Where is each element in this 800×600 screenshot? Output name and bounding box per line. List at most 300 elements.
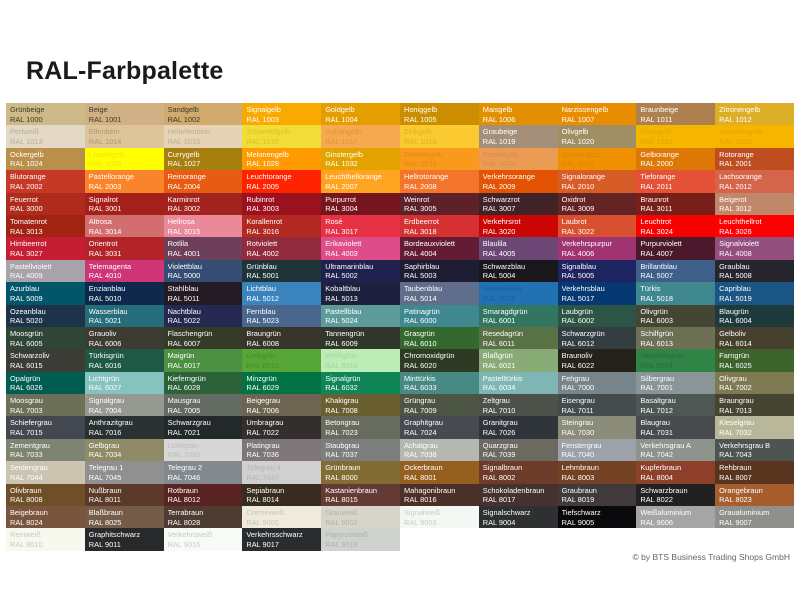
color-swatch[interactable] <box>400 305 479 327</box>
swatch-name: Ultramarinblau <box>325 261 374 271</box>
color-swatch[interactable] <box>479 305 558 327</box>
color-swatch[interactable] <box>242 305 321 327</box>
color-swatch[interactable] <box>715 372 794 394</box>
color-swatch[interactable] <box>321 394 400 416</box>
color-swatch[interactable] <box>479 416 558 438</box>
color-swatch[interactable] <box>558 394 637 416</box>
color-swatch[interactable] <box>558 148 637 170</box>
swatch-code: RAL 8025 <box>88 517 122 527</box>
swatch-code: RAL 6005 <box>10 338 43 348</box>
swatch-code: RAL 7021 <box>167 428 201 438</box>
swatch-name: Olivbraun <box>10 485 42 495</box>
color-swatch[interactable] <box>479 260 558 282</box>
swatch-code: RAL 6004 <box>719 316 752 326</box>
color-swatch[interactable] <box>242 260 321 282</box>
swatch-code: RAL 6011 <box>482 338 515 348</box>
color-swatch[interactable] <box>6 193 85 215</box>
color-swatch[interactable] <box>400 103 479 125</box>
swatch-name: Purpurviolett <box>640 239 682 249</box>
swatch-name: Pastellblau <box>325 306 362 316</box>
swatch-name: Signalblau <box>561 261 597 271</box>
color-swatch[interactable] <box>321 193 400 215</box>
color-swatch[interactable] <box>85 416 164 438</box>
color-swatch[interactable] <box>242 237 321 259</box>
color-swatch[interactable] <box>715 484 794 506</box>
swatch-name: Beige <box>88 105 108 114</box>
color-swatch[interactable] <box>164 260 243 282</box>
color-swatch[interactable] <box>400 327 479 349</box>
color-swatch[interactable] <box>321 484 400 506</box>
swatch-code: RAL 3031 <box>88 248 122 258</box>
color-swatch[interactable] <box>164 103 243 125</box>
color-swatch[interactable] <box>164 484 243 506</box>
swatch-name: Capriblau <box>719 284 751 294</box>
color-swatch[interactable] <box>715 439 794 461</box>
color-swatch[interactable] <box>558 484 637 506</box>
color-swatch[interactable] <box>558 461 637 483</box>
color-swatch[interactable] <box>164 327 243 349</box>
swatch-name: Schwefelgelb <box>246 127 291 137</box>
color-swatch[interactable] <box>164 528 243 550</box>
color-swatch[interactable] <box>715 416 794 438</box>
color-swatch[interactable] <box>164 439 243 461</box>
color-swatch[interactable] <box>400 484 479 506</box>
color-swatch[interactable] <box>400 372 479 394</box>
swatch-code: RAL 7040 <box>561 450 595 460</box>
color-swatch[interactable] <box>636 148 715 170</box>
swatch-code: RAL 6026 <box>10 383 43 393</box>
color-swatch[interactable] <box>85 372 164 394</box>
color-swatch[interactable] <box>6 506 85 528</box>
color-swatch[interactable] <box>85 528 164 550</box>
swatch-code: RAL 2001 <box>719 159 752 169</box>
swatch-code: RAL 9006 <box>640 517 673 527</box>
swatch-name: Signalbraun <box>482 463 523 473</box>
swatch-code: RAL 6027 <box>88 383 122 393</box>
color-swatch[interactable] <box>321 125 400 147</box>
swatch-code: RAL 7003 <box>10 405 43 415</box>
color-swatch[interactable] <box>479 125 558 147</box>
swatch-name: Weißgrün <box>325 351 358 361</box>
swatch-name: Leuchthellrot <box>719 216 762 226</box>
color-swatch[interactable] <box>242 349 321 371</box>
swatch-name: Brillantblau <box>640 261 677 271</box>
swatch-name: Grauweiß <box>325 508 358 518</box>
color-swatch[interactable] <box>400 170 479 192</box>
color-swatch[interactable] <box>558 439 637 461</box>
color-swatch[interactable] <box>636 215 715 237</box>
color-swatch[interactable] <box>400 349 479 371</box>
color-swatch[interactable] <box>85 327 164 349</box>
swatch-name: Granitgrau <box>482 418 518 428</box>
color-swatch[interactable] <box>321 103 400 125</box>
color-swatch[interactable] <box>85 305 164 327</box>
swatch-name: Rubinrot <box>246 194 275 204</box>
swatch-name: Signalweiß <box>403 508 441 518</box>
swatch-code: RAL 3020 <box>482 226 516 236</box>
color-swatch[interactable] <box>85 461 164 483</box>
color-swatch[interactable] <box>242 394 321 416</box>
color-swatch[interactable] <box>6 394 85 416</box>
swatch-code: RAL 5009 <box>10 293 43 303</box>
color-swatch[interactable] <box>479 484 558 506</box>
color-swatch[interactable] <box>715 193 794 215</box>
color-swatch[interactable] <box>85 193 164 215</box>
color-swatch[interactable] <box>400 260 479 282</box>
swatch-name: Kobaltblau <box>325 284 361 294</box>
swatch-code: RAL 9005 <box>561 517 595 527</box>
color-swatch[interactable] <box>479 327 558 349</box>
color-swatch[interactable] <box>558 237 637 259</box>
swatch-name: Orientrot <box>88 239 118 249</box>
color-swatch[interactable] <box>6 215 85 237</box>
color-swatch[interactable] <box>715 461 794 483</box>
color-swatch[interactable] <box>715 103 794 125</box>
color-swatch[interactable] <box>164 193 243 215</box>
color-swatch[interactable] <box>715 170 794 192</box>
color-swatch[interactable] <box>164 416 243 438</box>
color-swatch[interactable] <box>242 103 321 125</box>
color-swatch[interactable] <box>400 394 479 416</box>
color-swatch[interactable] <box>164 349 243 371</box>
color-swatch[interactable] <box>636 349 715 371</box>
swatch-name: Nachtblau <box>167 306 201 316</box>
color-swatch[interactable] <box>242 372 321 394</box>
color-swatch[interactable] <box>636 439 715 461</box>
swatch-code: RAL 1012 <box>719 114 752 124</box>
color-swatch[interactable] <box>6 260 85 282</box>
swatch-code: RAL 3016 <box>246 226 279 236</box>
color-swatch[interactable] <box>479 394 558 416</box>
color-swatch[interactable] <box>321 372 400 394</box>
swatch-code: RAL 3000 <box>10 204 43 214</box>
color-swatch[interactable] <box>6 372 85 394</box>
color-swatch[interactable] <box>321 237 400 259</box>
swatch-name: Blaulila <box>482 239 507 249</box>
swatch-name: Beigegrau <box>246 396 281 406</box>
color-swatch[interactable] <box>400 148 479 170</box>
swatch-code: RAL 4010 <box>88 271 122 281</box>
swatch-name: Zementgrau <box>10 440 50 450</box>
color-swatch[interactable] <box>6 103 85 125</box>
color-swatch[interactable] <box>479 103 558 125</box>
swatch-name: Steingrau <box>561 418 594 428</box>
swatch-name: Schiefergrau <box>10 418 52 428</box>
color-swatch[interactable] <box>558 327 637 349</box>
color-swatch[interactable] <box>479 372 558 394</box>
color-swatch[interactable] <box>85 260 164 282</box>
swatch-code: RAL 6015 <box>10 360 43 370</box>
swatch-name: Fenstergrau <box>561 440 602 450</box>
color-swatch[interactable] <box>242 416 321 438</box>
color-swatch[interactable] <box>321 305 400 327</box>
color-swatch[interactable] <box>636 170 715 192</box>
color-swatch[interactable] <box>558 170 637 192</box>
color-swatch[interactable] <box>242 528 321 550</box>
swatch-name: Telegrau 1 <box>88 463 124 473</box>
color-swatch[interactable] <box>321 461 400 483</box>
color-swatch[interactable] <box>6 349 85 371</box>
color-swatch[interactable] <box>242 193 321 215</box>
swatch-name: Narzissengelb <box>561 105 609 114</box>
swatch-code: RAL 4003 <box>325 248 358 258</box>
color-swatch[interactable] <box>479 461 558 483</box>
color-swatch[interactable] <box>242 282 321 304</box>
swatch-name: Erdbeerrot <box>403 216 439 226</box>
color-swatch[interactable] <box>400 439 479 461</box>
color-swatch[interactable] <box>636 282 715 304</box>
color-swatch[interactable] <box>321 327 400 349</box>
color-swatch[interactable] <box>636 305 715 327</box>
color-swatch[interactable] <box>558 260 637 282</box>
color-swatch[interactable] <box>6 305 85 327</box>
color-swatch[interactable] <box>558 103 637 125</box>
color-swatch[interactable] <box>558 282 637 304</box>
color-swatch[interactable] <box>636 125 715 147</box>
color-swatch[interactable] <box>85 237 164 259</box>
color-swatch[interactable] <box>558 416 637 438</box>
swatch-name: Laubgrün <box>561 306 593 316</box>
color-swatch[interactable] <box>715 148 794 170</box>
swatch-code: RAL 7047 <box>246 472 279 482</box>
swatch-name: Rosé <box>325 216 343 226</box>
swatch-code: RAL 2003 <box>88 181 122 191</box>
swatch-name: Melonengelb <box>246 149 289 159</box>
color-swatch[interactable] <box>321 349 400 371</box>
color-swatch[interactable] <box>85 148 164 170</box>
color-swatch[interactable] <box>85 394 164 416</box>
color-swatch[interactable] <box>321 148 400 170</box>
color-swatch[interactable] <box>242 170 321 192</box>
swatch-name: Maisgelb <box>482 105 513 114</box>
color-swatch[interactable] <box>6 282 85 304</box>
swatch-code: RAL 7024 <box>403 428 437 438</box>
color-swatch[interactable] <box>636 416 715 438</box>
color-swatch[interactable] <box>6 327 85 349</box>
color-swatch[interactable] <box>242 215 321 237</box>
swatch-name: Sepiabraun <box>246 485 285 495</box>
copyright-footer: © by BTS Business Trading Shops GmbH <box>632 552 790 562</box>
color-swatch[interactable] <box>164 148 243 170</box>
color-swatch[interactable] <box>6 528 85 550</box>
color-swatch[interactable] <box>400 237 479 259</box>
swatch-code: RAL 5012 <box>246 293 279 303</box>
swatch-name: Khakigrau <box>325 396 359 406</box>
color-swatch[interactable] <box>242 461 321 483</box>
color-swatch[interactable] <box>242 327 321 349</box>
color-swatch[interactable] <box>85 506 164 528</box>
color-swatch[interactable] <box>85 439 164 461</box>
color-swatch[interactable] <box>715 237 794 259</box>
color-swatch[interactable] <box>715 305 794 327</box>
color-swatch[interactable] <box>715 394 794 416</box>
color-swatch[interactable] <box>6 484 85 506</box>
color-swatch[interactable] <box>400 125 479 147</box>
color-swatch[interactable] <box>636 193 715 215</box>
color-swatch[interactable] <box>6 170 85 192</box>
swatch-code: RAL 3012 <box>719 204 752 214</box>
swatch-name: Minzgrün <box>246 373 277 383</box>
swatch-code: RAL 9004 <box>482 517 516 527</box>
swatch-name: Weißaluminium <box>640 508 692 518</box>
empty-cell <box>715 528 794 550</box>
color-swatch[interactable] <box>715 506 794 528</box>
color-swatch[interactable] <box>479 439 558 461</box>
color-swatch[interactable] <box>715 125 794 147</box>
swatch-name: Graphitgrau <box>403 418 444 428</box>
color-swatch[interactable] <box>715 327 794 349</box>
swatch-name: Orangebraun <box>719 485 763 495</box>
color-swatch[interactable] <box>242 506 321 528</box>
swatch-name: Braunbeige <box>640 105 679 114</box>
color-swatch[interactable] <box>558 349 637 371</box>
color-swatch[interactable] <box>636 461 715 483</box>
swatch-code: RAL 3015 <box>167 226 201 236</box>
swatch-name: Oxidrot <box>561 194 586 204</box>
swatch-name: Kieselgrau <box>719 418 755 428</box>
color-swatch[interactable] <box>400 282 479 304</box>
color-swatch[interactable] <box>558 305 637 327</box>
color-swatch[interactable] <box>6 416 85 438</box>
color-swatch[interactable] <box>242 484 321 506</box>
swatch-code: RAL 9016 <box>167 540 201 550</box>
color-swatch[interactable] <box>636 327 715 349</box>
color-swatch[interactable] <box>242 125 321 147</box>
color-swatch[interactable] <box>85 125 164 147</box>
swatch-name: Signalschwarz <box>482 508 531 518</box>
color-swatch[interactable] <box>400 193 479 215</box>
swatch-name: Blaugrün <box>719 306 749 316</box>
swatch-code: RAL 7009 <box>403 405 437 415</box>
color-swatch[interactable] <box>558 193 637 215</box>
color-swatch[interactable] <box>164 125 243 147</box>
color-swatch[interactable] <box>715 215 794 237</box>
swatch-code: RAL 6009 <box>325 338 358 348</box>
swatch-code: RAL 5015 <box>482 293 516 303</box>
swatch-name: Blutorange <box>10 172 46 182</box>
color-swatch[interactable] <box>6 125 85 147</box>
swatch-code: RAL 6034 <box>482 383 516 393</box>
color-swatch[interactable] <box>321 506 400 528</box>
swatch-code: RAL 1027 <box>167 159 201 169</box>
color-swatch[interactable] <box>164 170 243 192</box>
swatch-name: Goldgelb <box>325 105 355 114</box>
swatch-code: RAL 7035 <box>167 450 201 460</box>
color-swatch[interactable] <box>6 439 85 461</box>
swatch-name: Patinagrün <box>403 306 440 316</box>
color-swatch[interactable] <box>164 237 243 259</box>
color-swatch[interactable] <box>479 506 558 528</box>
color-swatch[interactable] <box>715 260 794 282</box>
color-swatch[interactable] <box>85 484 164 506</box>
swatch-name: Pastelltürkis <box>482 373 523 383</box>
color-swatch[interactable] <box>558 506 637 528</box>
color-swatch[interactable] <box>164 372 243 394</box>
swatch-name: Fernblau <box>246 306 276 316</box>
swatch-name: Erikaviolett <box>325 239 362 249</box>
swatch-code: RAL 4008 <box>719 248 752 258</box>
color-swatch[interactable] <box>85 349 164 371</box>
color-swatch[interactable] <box>715 282 794 304</box>
color-swatch[interactable] <box>6 237 85 259</box>
swatch-name: Farngrün <box>719 351 750 361</box>
color-swatch[interactable] <box>636 394 715 416</box>
swatch-code: RAL 6022 <box>561 360 595 370</box>
swatch-name: Lichtgrün <box>88 373 120 383</box>
color-swatch[interactable] <box>164 506 243 528</box>
swatch-code: RAL 6025 <box>719 360 752 370</box>
swatch-code: RAL 8028 <box>167 517 201 527</box>
color-swatch[interactable] <box>164 215 243 237</box>
color-swatch[interactable] <box>321 215 400 237</box>
color-swatch[interactable] <box>85 282 164 304</box>
color-swatch[interactable] <box>242 439 321 461</box>
color-swatch[interactable] <box>636 372 715 394</box>
color-swatch[interactable] <box>558 125 637 147</box>
color-swatch[interactable] <box>164 305 243 327</box>
swatch-code: RAL 5008 <box>719 271 752 281</box>
color-swatch[interactable] <box>636 237 715 259</box>
swatch-name: Zeltgrau <box>482 396 510 406</box>
color-swatch[interactable] <box>479 237 558 259</box>
color-swatch[interactable] <box>400 506 479 528</box>
color-swatch[interactable] <box>715 349 794 371</box>
color-swatch[interactable] <box>321 282 400 304</box>
color-swatch[interactable] <box>479 170 558 192</box>
swatch-code: RAL 9001 <box>246 517 279 527</box>
color-swatch[interactable] <box>85 170 164 192</box>
color-swatch[interactable] <box>479 148 558 170</box>
color-swatch[interactable] <box>321 260 400 282</box>
swatch-code: RAL 6012 <box>561 338 595 348</box>
swatch-code: RAL 5002 <box>325 271 358 281</box>
color-swatch[interactable] <box>636 484 715 506</box>
swatch-code: RAL 5014 <box>403 293 437 303</box>
color-swatch[interactable] <box>85 215 164 237</box>
color-swatch[interactable] <box>321 416 400 438</box>
color-swatch[interactable] <box>400 215 479 237</box>
swatch-code: RAL 7031 <box>640 428 673 438</box>
color-swatch[interactable] <box>479 193 558 215</box>
color-swatch[interactable] <box>85 103 164 125</box>
color-swatch[interactable] <box>479 215 558 237</box>
color-swatch[interactable] <box>558 372 637 394</box>
color-swatch[interactable] <box>400 416 479 438</box>
color-swatch[interactable] <box>6 461 85 483</box>
color-swatch[interactable] <box>242 148 321 170</box>
color-swatch[interactable] <box>479 349 558 371</box>
swatch-name: Beigerot <box>719 194 747 204</box>
color-swatch[interactable] <box>164 461 243 483</box>
color-swatch[interactable] <box>558 215 637 237</box>
color-swatch[interactable] <box>321 170 400 192</box>
color-swatch[interactable] <box>636 103 715 125</box>
swatch-code: RAL 3009 <box>561 204 595 214</box>
color-swatch[interactable] <box>321 528 400 550</box>
swatch-code: RAL 6016 <box>88 360 122 370</box>
empty-cell <box>479 528 558 550</box>
color-swatch[interactable] <box>164 394 243 416</box>
color-swatch[interactable] <box>479 282 558 304</box>
color-swatch[interactable] <box>400 461 479 483</box>
color-swatch[interactable] <box>636 506 715 528</box>
color-swatch[interactable] <box>164 282 243 304</box>
color-swatch[interactable] <box>321 439 400 461</box>
swatch-code: RAL 5022 <box>167 316 201 326</box>
swatch-name: Weinrot <box>403 194 430 204</box>
color-swatch[interactable] <box>6 148 85 170</box>
color-swatch[interactable] <box>636 260 715 282</box>
